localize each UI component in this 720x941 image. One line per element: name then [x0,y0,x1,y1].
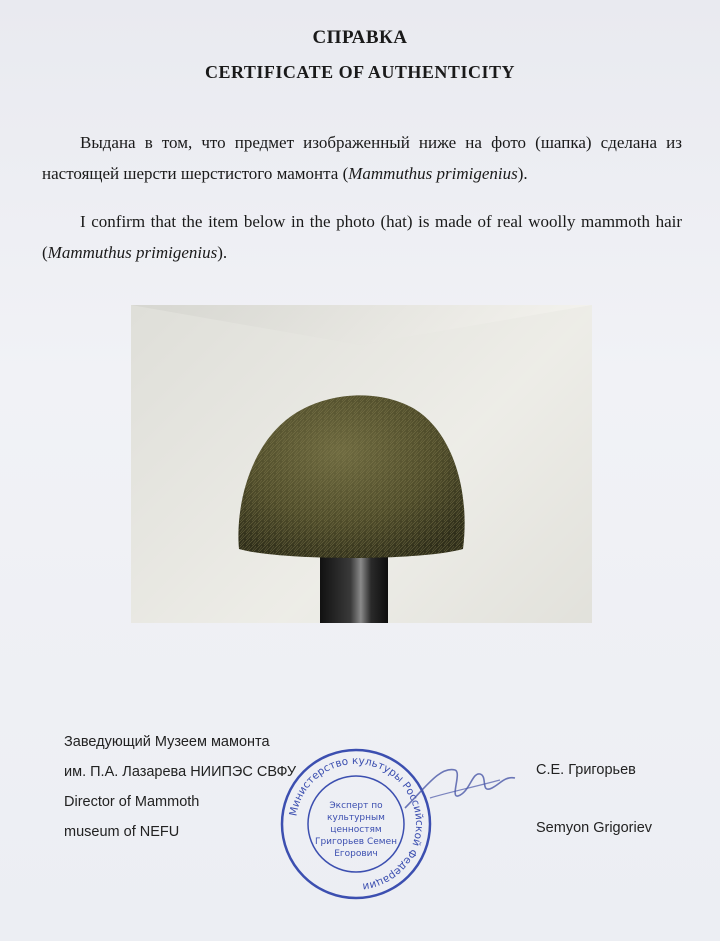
hat-stand-pole [320,557,388,623]
hat-photo [131,305,592,623]
handwritten-signature [400,758,520,818]
stamp-line-3: ценностям [330,825,382,835]
statement-english [42,206,682,268]
stamp-line-2: культурным [327,813,385,823]
statement-english-text: I confirm that the item below in the photo (hat) is made of real woolly mammoth hair ( [42,212,682,262]
signatory-name-ru: С.Е. Григорьев [536,762,636,778]
signatory-title-block [64,727,296,847]
species-name-en: Mammuthus primigenius [47,243,218,262]
stamp-center-text [315,801,397,859]
signatory-line-3: Director of Mammoth [64,794,200,810]
stamp-line-5: Егорович [334,849,378,859]
title-russian: СПРАВКА [312,27,408,48]
signatory-line-4: museum of NEFU [64,824,180,840]
stamp-line-4: Григорьев Семен [314,837,398,847]
species-name-ru: Mammuthus primigenius [348,164,518,183]
statement-russian [42,127,682,189]
statement-russian-end: ). [517,164,528,183]
title-english: CERTIFICATE OF AUTHENTICITY [205,62,515,82]
signatory-line-1: Заведующий Музеем мамонта [64,734,270,750]
statement-russian-text: Выдана в том, что предмет изображенный ниже на фото (шапка) сделана из настоящей шерсти шерстистого мамонта ( [42,133,682,183]
hat-photo-image [131,305,592,623]
statement-english-end: ). [217,243,228,262]
signatory-line-2: им. П.А. Лазарева НИИПЭС СВФУ [64,764,297,780]
signatory-name-en: Semyon Grigoriev [536,820,653,836]
stamp-ring-textpath: Министерство культуры Российской Федерации [287,754,426,893]
stamp-line-1: Эксперт по [329,801,383,811]
